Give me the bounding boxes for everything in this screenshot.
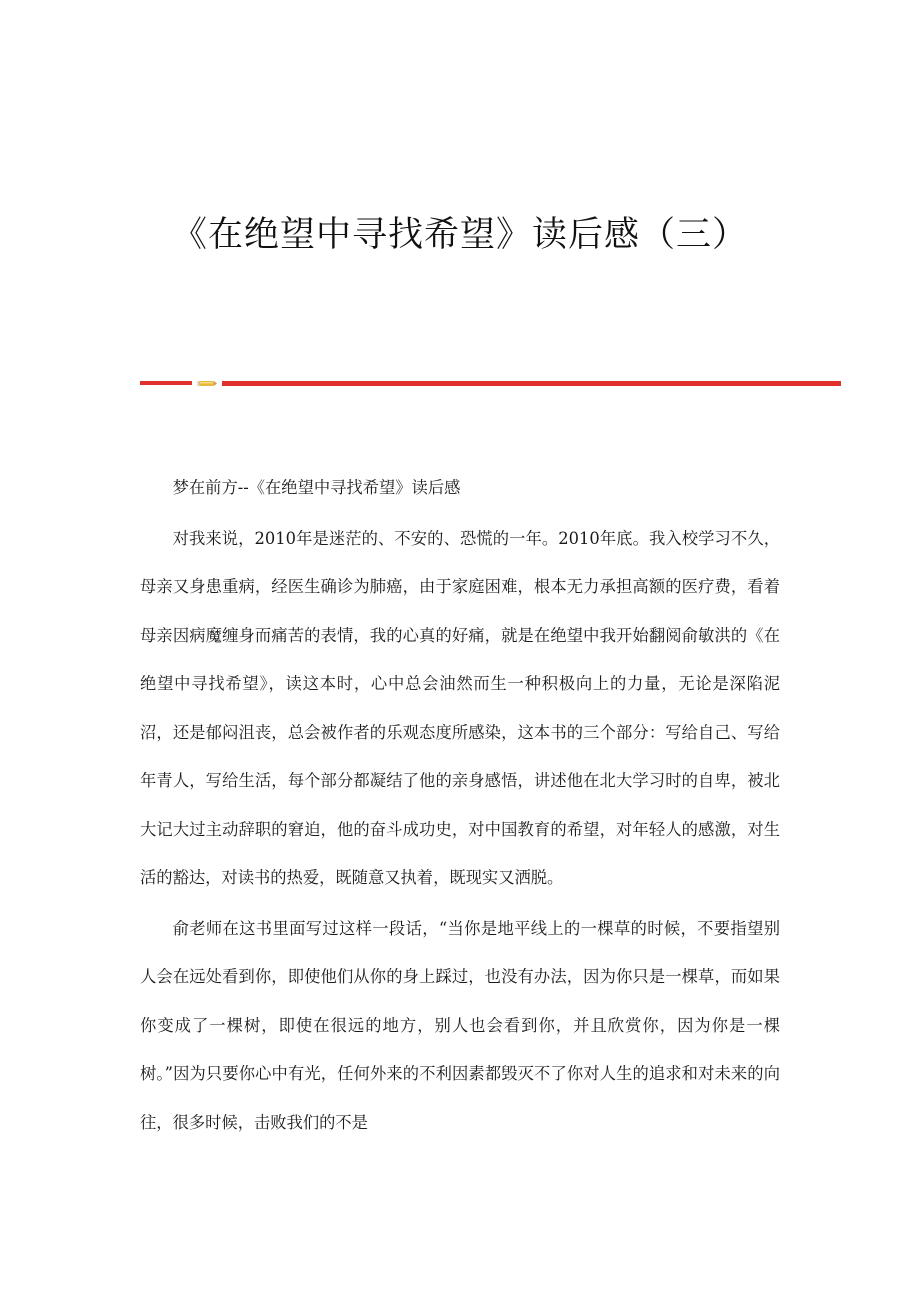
document-title: 《在绝望中寻找希望》读后感（三） — [171, 215, 748, 255]
document-subtitle: 梦在前方--《在绝望中寻找希望》读后感 — [172, 478, 461, 497]
divider-line-left — [140, 381, 192, 385]
paragraph: 对我来说，2010年是迷茫的、不安的、恐慌的一年。2010年底。我入校学习不久，母亲又身患重病，经医生确诊为肺癌，由于家庭困难，根本无力承担高额的医疗费，看着母亲因病魔缠身而痛苦的表情，我的心真的好痛，就是在绝望中我开始翻阅俞敏洪的《在绝望中寻找希望》，读这本时，心中总会油然而生一种积极向上的力量，无论是深陷泥沼，还是郁闷沮丧，总会被作者的乐观态度所感染，这本书的三个部分：写给自己、写给年青人，写给生活，每个部分都凝结了他的亲身感悟，讲述他在北大学习时的自卑，被北大记大过主动辞职的窘迫，他的奋斗成功史，对中国教育的希望，对年轻人的感激，对生活的豁达，对读书的热爱，既随意又执着，既现实又洒脱。 — [140, 528, 780, 887]
pencil-ornament-icon — [197, 380, 217, 388]
divider-line-right — [222, 381, 841, 386]
paragraph: 俞老师在这书里面写过这样一段话，“当你是地平线上的一棵草的时候，不要指望别人会在远处看到你，即使他们从你的身上踩过，也没有办法，因为你只是一棵草，而如果你变成了一棵树，即使在很远的地方，别人也会看到你，并且欣赏你，因为你是一棵树。”因为只要你心中有光，任何外来的不利因素都毁灭不了你对人生的追求和对未来的向往，很多时候，击败我们的不是 — [140, 918, 780, 1132]
document-body — [140, 464, 780, 1147]
title-divider — [140, 378, 841, 392]
